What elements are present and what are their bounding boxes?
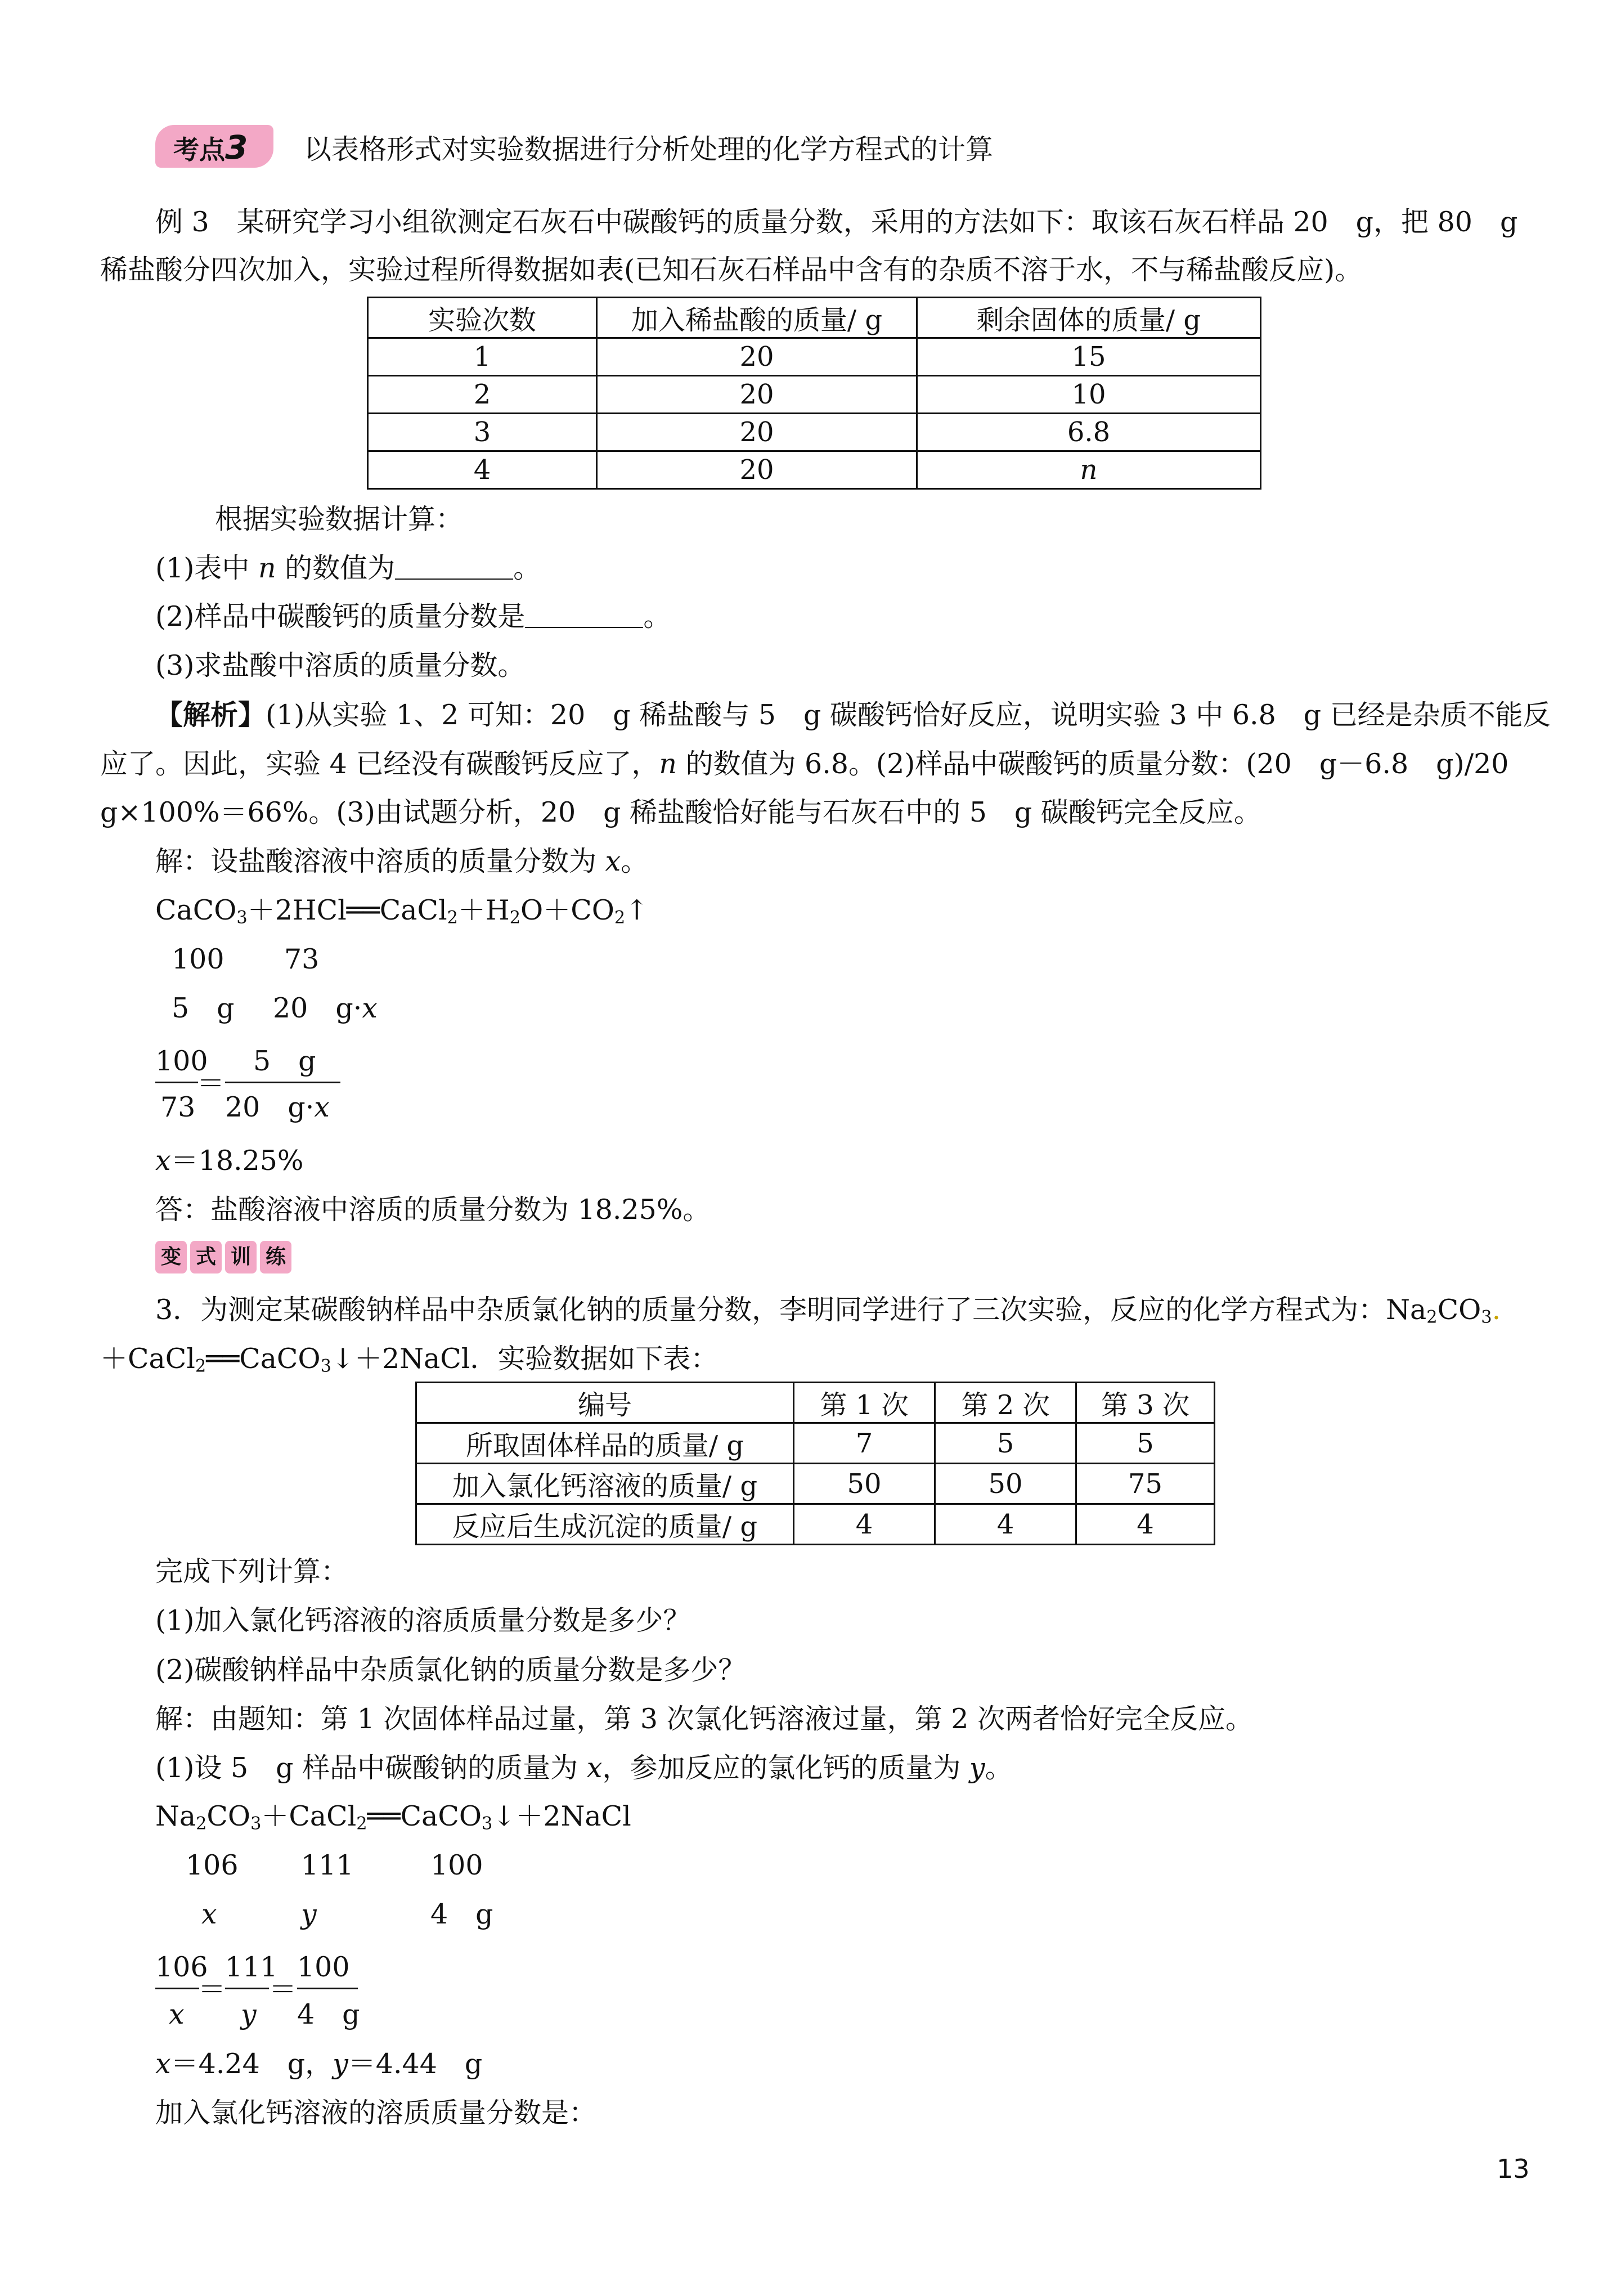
answer-blank <box>525 604 643 628</box>
molar-mass-caco3: 100 <box>430 1849 483 1881</box>
practice-solution-1: 解：由题知：第 1 次固体样品过量，第 3 次氯化钙溶液过量，第 2 次两者恰好完全反应。 <box>155 1703 1253 1735</box>
table-header-row <box>416 1383 1215 1423</box>
table-cell: 7 <box>794 1423 935 1464</box>
fraction-bar <box>155 1082 198 1083</box>
fraction-denominator: x <box>169 1998 185 2030</box>
table-cell: 10 <box>917 376 1261 414</box>
fraction-left-numerator: 100 <box>155 1045 208 1077</box>
mass-hcl: 20 g·x <box>273 992 378 1024</box>
table-cell: 4 <box>368 451 597 489</box>
table-cell: 15 <box>917 338 1261 376</box>
table-cell: 所取固体样品的质量/ g <box>416 1423 794 1464</box>
table-row <box>416 1504 1215 1545</box>
badge-char: 练 <box>260 1241 291 1273</box>
equals-sign: ＝ <box>197 1068 225 1100</box>
fraction-bar <box>225 1988 269 1989</box>
table-row <box>368 451 1261 489</box>
table-cell: 6.8 <box>917 414 1261 451</box>
table-cell: 20 <box>597 414 917 451</box>
table-row <box>368 376 1261 414</box>
badge-char: 变 <box>155 1241 187 1273</box>
table-header: 实验次数 <box>368 298 597 338</box>
analysis-line3: g×100%＝66%。(3)由试题分析，20 g 稀盐酸恰好能与石灰石中的 5 g 碳酸钙完全反应。 <box>100 796 1261 828</box>
fraction-bar <box>225 1082 340 1083</box>
practice-question-line1: 3．为测定某碳酸钠样品中杂质氯化钠的质量分数，李明同学进行了三次实验，反应的化学方程式为：$Na_2CO_3$. <box>155 1294 1501 1328</box>
example-text-line1: 例 3 某研究学习小组欲测定石灰石中碳酸钙的质量分数，采用的方法如下：取该石灰石样品 20 g，把 80 g <box>155 206 1518 238</box>
table-header: 第 2 次 <box>935 1383 1076 1423</box>
example-text-line2: 稀盐酸分四次加入，实验过程所得数据如表(已知石灰石样品中含有的杂质不溶于水，不与稀盐酸反应)。 <box>100 254 1363 286</box>
fraction-numerator: 100 <box>297 1951 350 1983</box>
fraction-numerator: 106 <box>155 1951 208 1983</box>
molar-mass-cacl2: 111 <box>301 1849 354 1881</box>
answer-statement: 答：盐酸溶液中溶质的质量分数为 18.25%。 <box>155 1194 711 1226</box>
question-3: (3)求盐酸中溶质的质量分数。 <box>155 649 526 681</box>
fraction-denominator: 4 g <box>297 1998 360 2030</box>
table-header-row <box>368 298 1261 338</box>
table-cell: 20 <box>597 451 917 489</box>
table-header: 第 3 次 <box>1076 1383 1215 1423</box>
table-cell: 3 <box>368 414 597 451</box>
table-cell: 50 <box>935 1464 1076 1504</box>
fraction-denominator: y <box>241 1998 257 2030</box>
fraction-numerator: 111 <box>225 1951 278 1983</box>
section-title: 以表格形式对实验数据进行分析处理的化学方程式的计算 <box>304 133 994 165</box>
table-row <box>416 1464 1215 1504</box>
molar-mass-caco3: 100 <box>172 943 224 975</box>
chemical-equation: $CaCO_3+2HCl══CaCl_2+H_2O+CO_2↑$ <box>155 894 649 928</box>
table-cell: 75 <box>1076 1464 1215 1504</box>
table-header: 编号 <box>416 1383 794 1423</box>
practice-solution-2: (1)设 5 g 样品中碳酸钠的质量为 x，参加反应的氯化钙的质量为 y。 <box>155 1752 1013 1784</box>
section-badge <box>155 125 273 168</box>
practice-question-1: (1)加入氯化钙溶液的溶质质量分数是多少？ <box>155 1604 691 1636</box>
table-cell: 4 <box>794 1504 935 1545</box>
result-value: x＝18.25% <box>155 1145 304 1177</box>
table-cell: 5 <box>1076 1423 1215 1464</box>
mass-caco3: 5 g <box>172 992 235 1024</box>
badge-label: 考点3 <box>173 128 248 167</box>
practice-badge <box>155 1241 291 1276</box>
table-cell: 加入氯化钙溶液的质量/ g <box>416 1464 794 1504</box>
molar-mass-hcl: 73 <box>284 943 320 975</box>
unknown-x: x <box>201 1898 217 1930</box>
fraction-right-denominator: 20 g·x <box>225 1091 330 1123</box>
table-cell: 20 <box>597 338 917 376</box>
table-cell: n <box>917 451 1261 489</box>
table-row <box>416 1423 1215 1464</box>
analysis-line2: 应了。因此，实验 4 已经没有碳酸钙反应了，n 的数值为 6.8。(2)样品中碳酸钙的质量分数：(20 g－6.8 g)/20 <box>100 748 1509 780</box>
practice-question-line2: ＋CaCl$_2$══CaCO$_3$↓＋2NaCl．实验数据如下表： <box>100 1343 719 1376</box>
fraction-bar <box>155 1988 199 1989</box>
page-number: 13 <box>1497 2154 1530 2184</box>
practice-table <box>415 1382 1215 1545</box>
table-cell: 反应后生成沉淀的质量/ g <box>416 1504 794 1545</box>
molar-mass-na2co3: 106 <box>186 1849 239 1881</box>
precipitate-mass: 4 g <box>430 1898 493 1930</box>
badge-char: 式 <box>190 1241 222 1273</box>
question-2: (2)样品中碳酸钙的质量分数是 。 <box>155 600 671 633</box>
table-cell: 5 <box>935 1423 1076 1464</box>
fraction-bar <box>297 1988 358 1989</box>
practice-question-2: (2)碳酸钠样品中杂质氯化钠的质量分数是多少？ <box>155 1654 746 1686</box>
analysis-line1: 【解析】(1)从实验 1、2 可知：20 g 稀盐酸与 5 g 碳酸钙恰好反应，说明实验 3 中 6.8 g 已经是杂质不能反 <box>155 698 1551 731</box>
question-1: (1)表中 n 的数值为 。 <box>155 552 541 584</box>
experiment-table <box>367 297 1261 490</box>
table-row <box>368 338 1261 376</box>
answer-blank <box>395 556 513 580</box>
table-header: 加入稀盐酸的质量/ g <box>597 298 917 338</box>
table-row <box>368 414 1261 451</box>
fraction-left-denominator: 73 <box>160 1091 196 1123</box>
solution-setup: 解：设盐酸溶液中溶质的质量分数为 x。 <box>155 845 649 877</box>
table-cell: 20 <box>597 376 917 414</box>
table-header: 剩余固体的质量/ g <box>917 298 1261 338</box>
table-cell: 4 <box>935 1504 1076 1545</box>
badge-char: 训 <box>225 1241 257 1273</box>
example-intro: 根据实验数据计算： <box>215 503 464 535</box>
practice-last-line: 加入氯化钙溶液的溶质质量分数是： <box>155 2097 597 2129</box>
table-cell: 1 <box>368 338 597 376</box>
table-cell: 4 <box>1076 1504 1215 1545</box>
practice-result: x＝4.24 g，y＝4.44 g <box>155 2048 483 2080</box>
table-header: 第 1 次 <box>794 1383 935 1423</box>
practice-intro: 完成下列计算： <box>155 1555 349 1588</box>
equals-sign: ＝ <box>269 1974 297 2006</box>
practice-equation: $Na_2CO_3+CaCl_2══CaCO_3↓+2NaCl$ <box>155 1800 631 1834</box>
fraction-right-numerator: 5 g <box>253 1045 316 1077</box>
equals-sign: ＝ <box>198 1974 226 2006</box>
table-cell: 2 <box>368 376 597 414</box>
unknown-y: y <box>301 1898 317 1930</box>
table-cell: 50 <box>794 1464 935 1504</box>
